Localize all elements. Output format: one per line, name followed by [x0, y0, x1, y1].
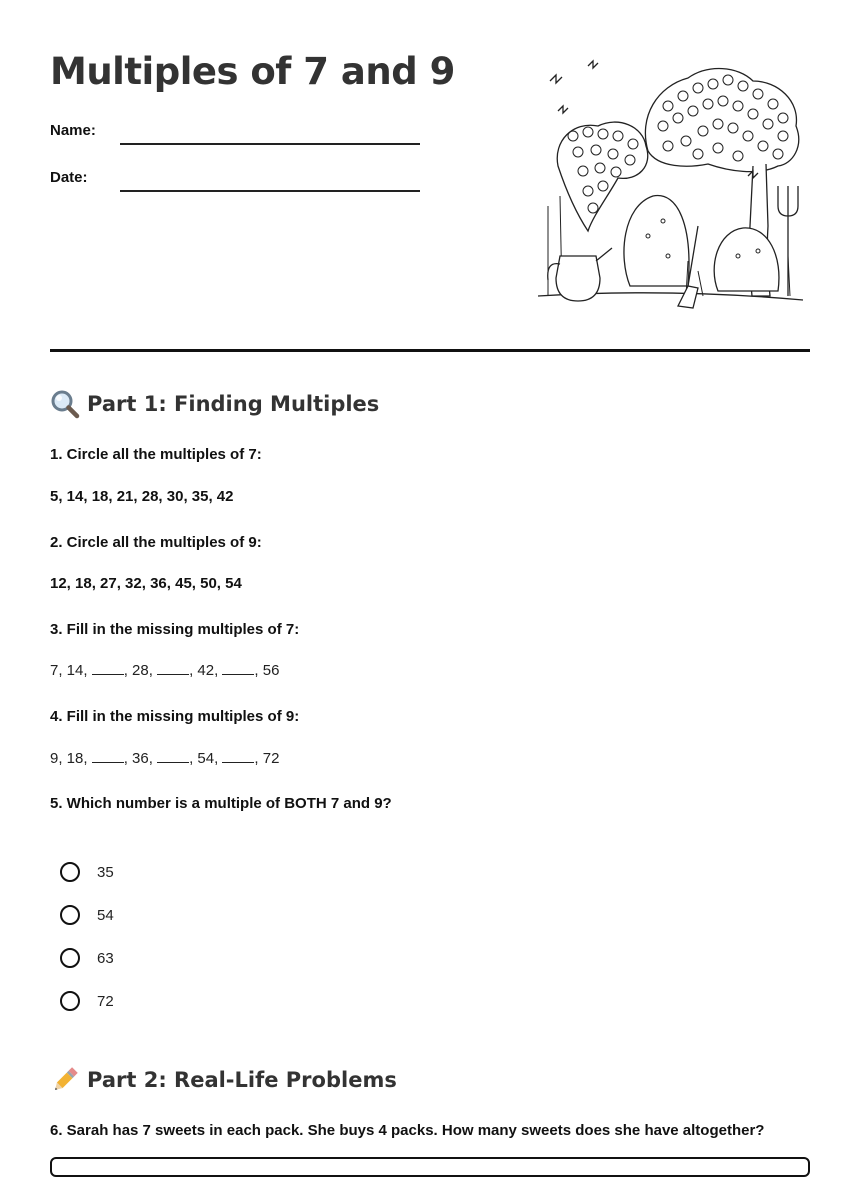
radio-button[interactable] [60, 991, 80, 1011]
magnifying-glass-icon [50, 389, 80, 419]
question-1-numbers: 5, 14, 18, 21, 28, 30, 35, 42 [50, 488, 234, 505]
answer-blank[interactable] [157, 750, 189, 763]
option-72[interactable] [60, 989, 114, 1013]
seq-part: , 56 [254, 662, 280, 679]
seq-part: 9, 18, [50, 750, 88, 767]
part1-heading-text: Part 1: Finding Multiples [87, 392, 380, 416]
pencil-icon [50, 1065, 80, 1095]
seq-part: , 54, [189, 750, 219, 767]
question-6-answer-box[interactable] [50, 1157, 810, 1177]
question-4-sequence [50, 750, 279, 767]
answer-blank[interactable] [222, 750, 254, 763]
seq-part: , 36, [123, 750, 153, 767]
question-1: 1. Circle all the multiples of 7: [50, 446, 262, 463]
part1-heading [50, 389, 379, 419]
question-2: 2. Circle all the multiples of 9: [50, 534, 262, 551]
header-divider [50, 349, 810, 352]
date-field[interactable] [120, 190, 420, 192]
part2-heading-text: Part 2: Real-Life Problems [87, 1068, 397, 1092]
question-3-sequence [50, 662, 279, 679]
option-label: 54 [97, 906, 114, 924]
option-label: 63 [97, 949, 114, 967]
answer-blank[interactable] [222, 662, 254, 675]
option-63[interactable] [60, 946, 114, 970]
option-54[interactable] [60, 903, 114, 927]
question-6: 6. Sarah has 7 sweets in each pack. She buys 4 packs. How many sweets does she have altogether? [50, 1122, 765, 1139]
worksheet-title: Multiples of 7 and 9 [50, 50, 455, 93]
answer-blank[interactable] [92, 750, 124, 763]
question-4: 4. Fill in the missing multiples of 9: [50, 708, 300, 725]
seq-part: 7, 14, [50, 662, 88, 679]
radio-button[interactable] [60, 862, 80, 882]
answer-blank[interactable] [157, 662, 189, 675]
question-3: 3. Fill in the missing multiples of 7: [50, 621, 300, 638]
question-2-numbers: 12, 18, 27, 32, 36, 45, 50, 54 [50, 575, 242, 592]
option-label: 72 [97, 992, 114, 1010]
option-label: 35 [97, 863, 114, 881]
seq-part: , 42, [189, 662, 219, 679]
seq-part: , 72 [254, 750, 280, 767]
date-label: Date: [50, 169, 88, 186]
option-35[interactable] [60, 860, 114, 884]
question-5: 5. Which number is a multiple of BOTH 7 and 9? [50, 795, 392, 812]
seq-part: , 28, [123, 662, 153, 679]
garden-illustration [538, 56, 808, 322]
name-label: Name: [50, 122, 96, 139]
part2-heading [50, 1065, 397, 1095]
answer-blank[interactable] [92, 662, 124, 675]
radio-button[interactable] [60, 948, 80, 968]
name-field[interactable] [120, 143, 420, 145]
radio-button[interactable] [60, 905, 80, 925]
